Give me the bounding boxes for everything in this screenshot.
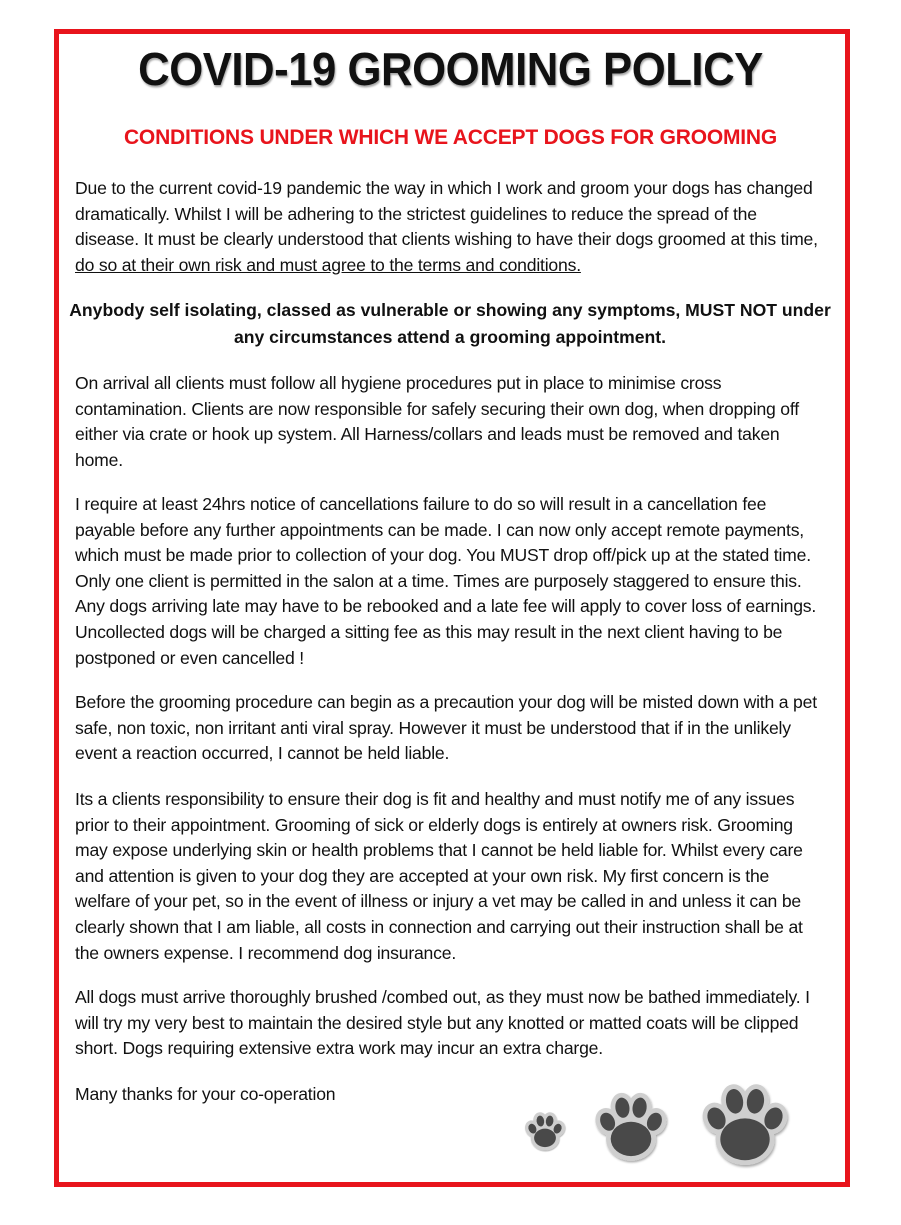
brushing-paragraph: All dogs must arrive thoroughly brushed /combed out, as they must now be bathed immediately. I will try my very best to maintain the desired style but any knotted or matted coats will be clipped short. Dogs requiring extensive extra work may incur an extra charge. (75, 987, 810, 1059)
intro-paragraph (75, 176, 825, 278)
page-subtitle: CONDITIONS UNDER WHICH WE ACCEPT DOGS FOR GROOMING (123, 126, 778, 149)
intro-text: Due to the current covid-19 pandemic the way in which I work and groom your dogs has changed dramatically. Whilst I will be adhering to the strictest guidelines to reduce the spread of the disease. It must be clearly understood that clients wishing to have their dogs groomed at this time, (75, 178, 818, 250)
responsibility-paragraph: Its a clients responsibility to ensure their dog is fit and healthy and must notify me of any issues prior to their appointment. Grooming of sick or elderly dogs is entirely at owners risk. Grooming may expose underlying skin or health problems that I cannot be held liable for. Whilst every care and attention is given to your dog they are accepted at your own risk. My first concern is the welfare of your pet, so in the event of illness or injury a vet may be called in and unless it can be clearly shown that I am liable, all costs in connection and carrying out their instruction shall be at the owners expense. I recommend dog insurance. (75, 789, 803, 963)
page-title: COVID-19 GROOMING POLICY (138, 43, 763, 95)
arrival-paragraph: On arrival all clients must follow all hygiene procedures put in place to minimise cross contamination. Clients are now responsible for safely securing their own dog, when dropping off either via crate or hook up system. All Harness/collars and leads must be removed and taken home. (75, 373, 799, 470)
paw-prints-group (515, 1070, 815, 1180)
paw-print-icon (597, 1097, 664, 1156)
warning-notice: Anybody self isolating, classed as vulnerable or showing any symptoms, MUST NOT under any circumstances attend a grooming appointment. (69, 300, 831, 347)
intro-underlined-text: do so at their own risk and must agree to the terms and conditions. (75, 254, 581, 275)
spray-paragraph: Before the grooming procedure can begin as a precaution your dog will be misted down with a pet safe, non toxic, non irritant anti viral spray. However it must be understood that if in the unlikely event a reaction occurred, I cannot be held liable. (75, 692, 817, 764)
closing-text: Many thanks for your co-operation (75, 1084, 336, 1104)
paw-print-icon (704, 1088, 786, 1160)
paw-print-icon (527, 1115, 563, 1147)
cancellation-paragraph: I require at least 24hrs notice of cancellations failure to do so will result in a cancellation fee payable before any further appointments can be made. I can now only accept remote payments, which must be made prior to collection of your dog. You MUST drop off/pick up at the stated time. Only one client is permitted in the salon at a time. Times are purposely staggered to ensure this. Any dogs arriving late may have to be rebooked and a late fee will apply to cover loss of earnings. Uncollected dogs will be charged a sitting fee as this may result in the next client having to be postponed or even cancelled ! (75, 494, 817, 668)
